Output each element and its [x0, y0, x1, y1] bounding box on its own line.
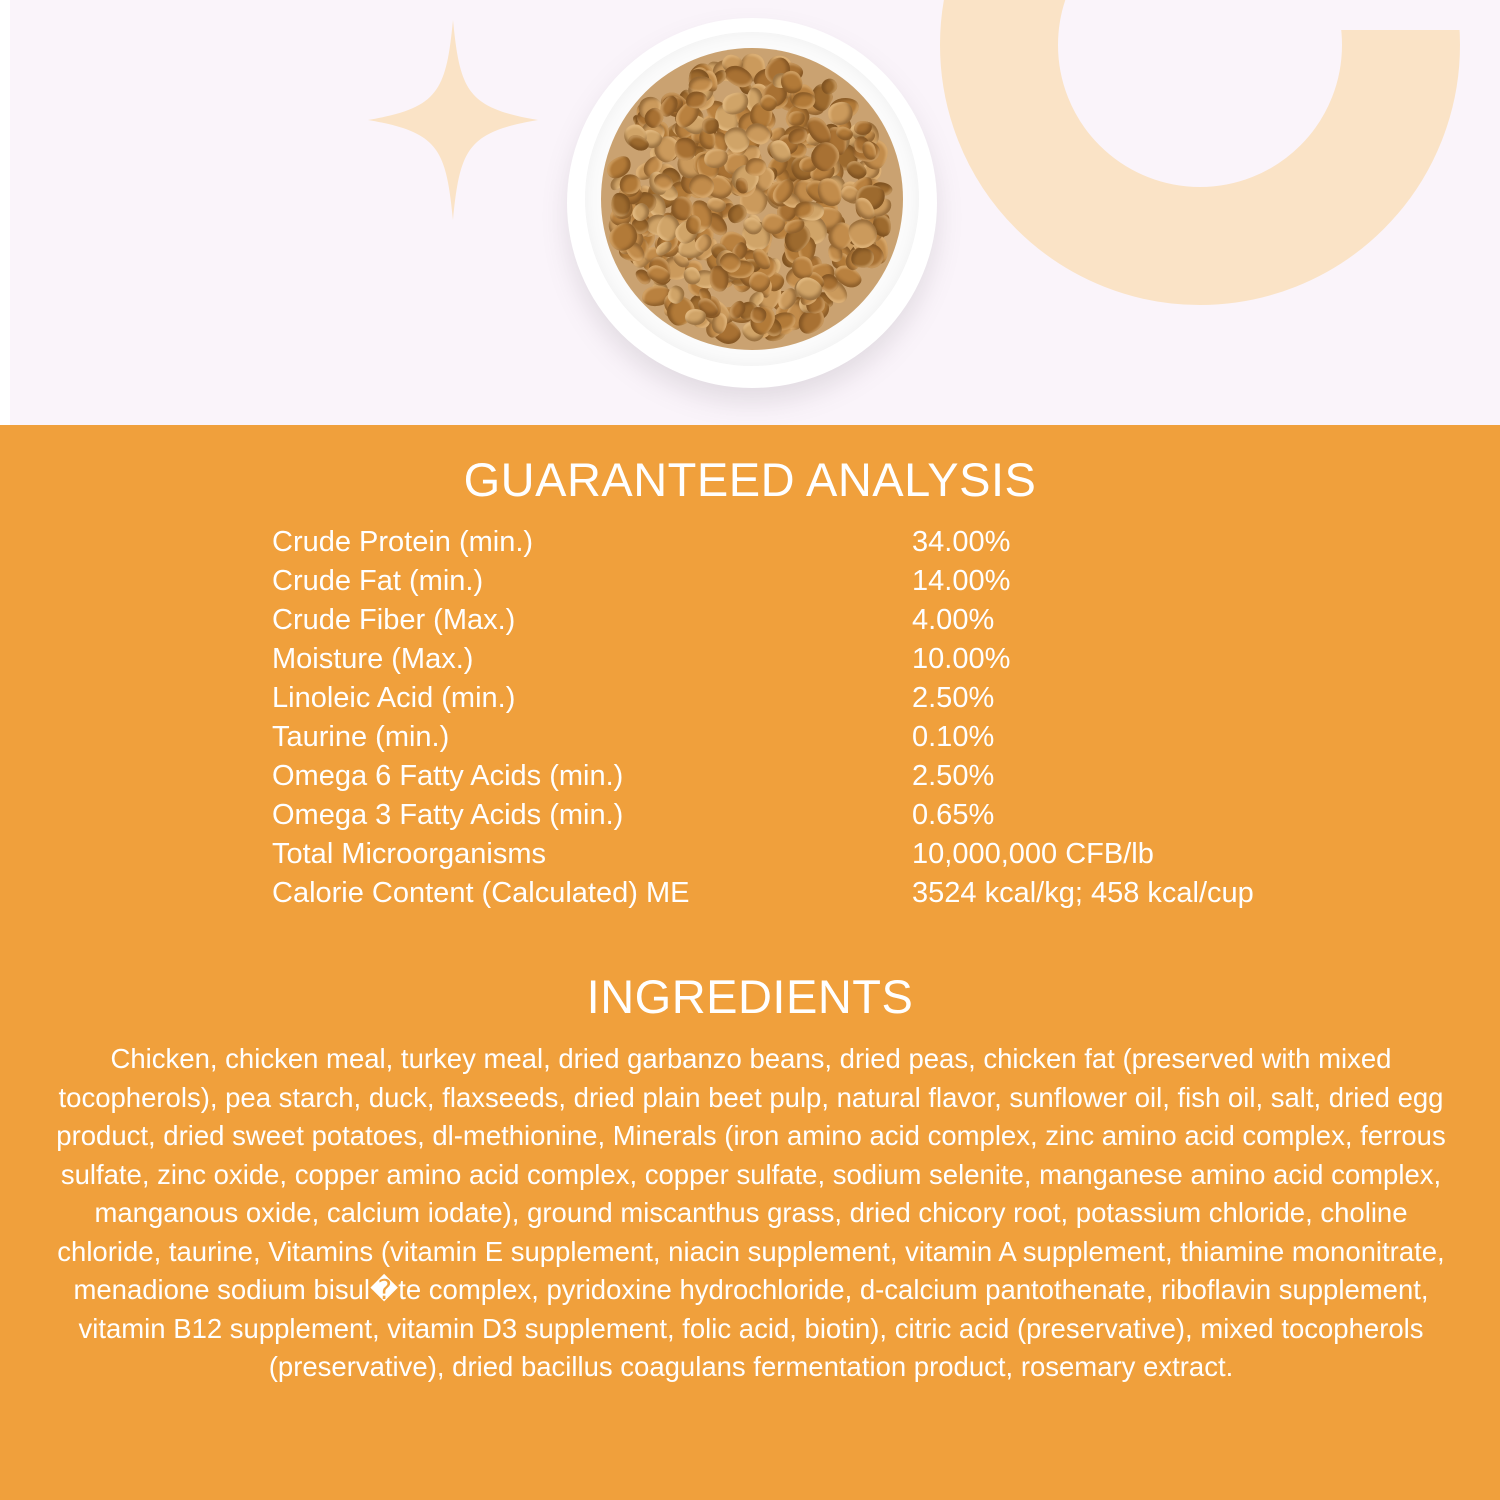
analysis-value: 2.50% [912, 682, 995, 714]
analysis-label: Linoleic Acid (min.) [272, 682, 516, 714]
analysis-label: Omega 6 Fatty Acids (min.) [272, 760, 624, 792]
analysis-value: 34.00% [912, 526, 1011, 558]
analysis-value: 10.00% [912, 643, 1011, 675]
analysis-label: Total Microorganisms [272, 838, 546, 870]
analysis-row [272, 642, 1432, 681]
kibble-pile [601, 48, 903, 350]
analysis-value: 3524 kcal/kg; 458 kcal/cup [912, 877, 1254, 909]
guaranteed-analysis-title: GUARANTEED ANALYSIS [463, 453, 1037, 506]
analysis-label: Moisture (Max.) [272, 643, 474, 675]
ingredients-text: Chicken, chicken meal, turkey meal, dried garbanzo beans, dried peas, chicken fat (preserved with mixed tocopherols), pea starch, duck, flaxseeds, dried plain beet pulp, natural flavor, sunflower oil, fish oil, salt, dried egg product, dried sweet potatoes, dl-methionine, Minerals (iron amino acid complex, zinc amino acid complex, ferrous sulfate, zinc oxide, copper amino acid complex, copper sulfate, sodium selenite, manganese amino acid complex, manganous oxide, calcium iodate), ground miscanthus grass, dried chicory root, potassium chloride, choline chloride, taurine, Vitamins (vitamin E supplement, niacin supplement, vitamin A supplement, thiamine mononitrate, menadione sodium bisul�te complex, pyridoxine hydrochloride, d-calcium pantothenate, riboflavin supplement, vitamin B12 supplement, vitamin D3 supplement, folic acid, biotin), citric acid (preservative), mixed tocopherols (preservative), dried bacillus coagulans fermentation product, rosemary extract. [56, 1043, 1446, 1382]
info-panel [0, 425, 1500, 1500]
analysis-row [272, 564, 1432, 603]
analysis-row [272, 603, 1432, 642]
peach-ring-decor-icon [940, 0, 1460, 305]
hero-section [0, 0, 1500, 425]
analysis-row [272, 681, 1432, 720]
kibble-bowl-image [567, 18, 937, 398]
kibble-piece [750, 306, 766, 323]
analysis-label: Omega 3 Fatty Acids (min.) [272, 799, 624, 831]
analysis-row [272, 759, 1432, 798]
analysis-label: Crude Fiber (Max.) [272, 604, 516, 636]
sparkle-decor-icon [368, 20, 538, 220]
analysis-value: 2.50% [912, 760, 995, 792]
guaranteed-analysis-table [272, 525, 1432, 915]
hero-left-margin [0, 0, 10, 425]
analysis-label: Calorie Content (Calculated) ME [272, 877, 690, 909]
analysis-value: 10,000,000 CFB/lb [912, 838, 1154, 870]
analysis-row [272, 837, 1432, 876]
analysis-value: 0.10% [912, 721, 995, 753]
ingredients-title: INGREDIENTS [586, 970, 914, 1023]
analysis-label: Taurine (min.) [272, 721, 450, 753]
analysis-row [272, 876, 1432, 915]
analysis-value: 0.65% [912, 799, 995, 831]
ring-mask [1290, 0, 1500, 30]
analysis-row [272, 798, 1432, 837]
analysis-value: 14.00% [912, 565, 1011, 597]
analysis-row [272, 525, 1432, 564]
analysis-label: Crude Protein (min.) [272, 526, 534, 558]
analysis-value: 4.00% [912, 604, 995, 636]
analysis-label: Crude Fat (min.) [272, 565, 484, 597]
analysis-row [272, 720, 1432, 759]
